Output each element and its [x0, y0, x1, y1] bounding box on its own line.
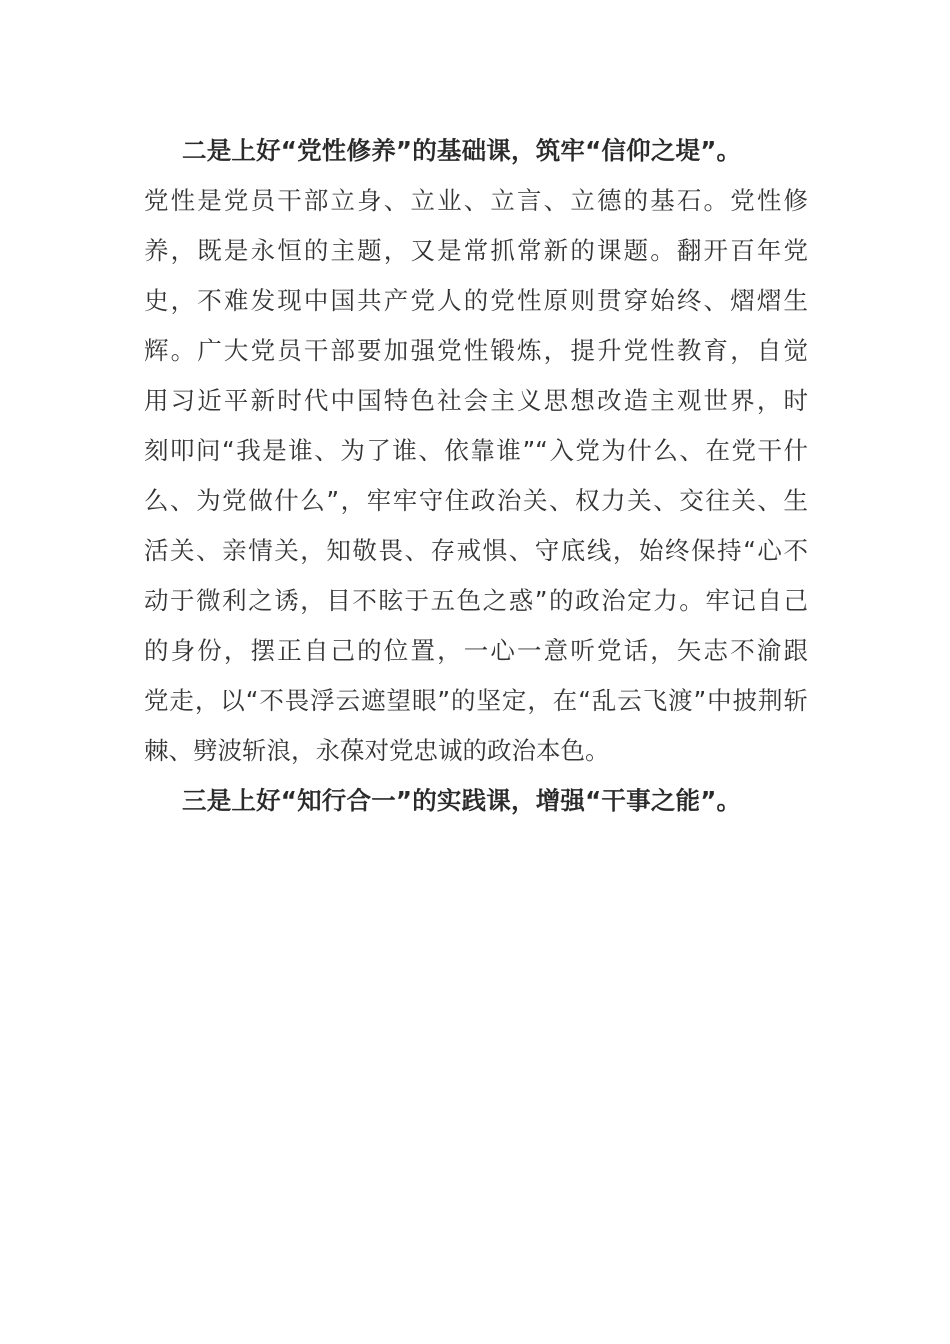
- paragraph-line: 刻叩问“我是谁、为了谁、依靠谁”“入党为什么、在党干什: [144, 436, 808, 465]
- section-heading-3: 三是上好“知行合一”的实践课，增强“干事之能”。: [182, 786, 742, 815]
- paragraph-line: 养，既是永恒的主题，又是常抓常新的课题。翻开百年党: [144, 236, 808, 265]
- paragraph-line: 么、为党做什么”，牢牢守住政治关、权力关、交往关、生: [144, 486, 808, 515]
- section-paragraph-2: [144, 176, 808, 776]
- paragraph-line: 的身份，摆正自己的位置，一心一意听党话，矢志不渝跟: [144, 636, 808, 665]
- section-heading-2: 二是上好“党性修养”的基础课，筑牢“信仰之堤”。: [182, 136, 742, 165]
- paragraph-line: 动于微利之诱，目不眩于五色之惑”的政治定力。牢记自己: [144, 586, 808, 615]
- paragraph-line: 活关、亲情关，知敬畏、存戒惧、守底线，始终保持“心不: [144, 536, 808, 565]
- paragraph-line: 棘、劈波斩浪，永葆对党忠诚的政治本色。: [144, 736, 610, 765]
- paragraph-line: 史，不难发现中国共产党人的党性原则贯穿始终、熠熠生: [144, 286, 808, 315]
- paragraph-line: 辉。广大党员干部要加强党性锻炼，提升党性教育，自觉: [144, 336, 808, 365]
- paragraph-line: 党走，以“不畏浮云遮望眼”的坚定，在“乱云飞渡”中披荆斩: [144, 686, 808, 715]
- paragraph-line: 用习近平新时代中国特色社会主义思想改造主观世界，时: [144, 386, 808, 415]
- paragraph-line: 党性是党员干部立身、立业、立言、立德的基石。党性修: [144, 186, 808, 215]
- document-body: [144, 126, 808, 826]
